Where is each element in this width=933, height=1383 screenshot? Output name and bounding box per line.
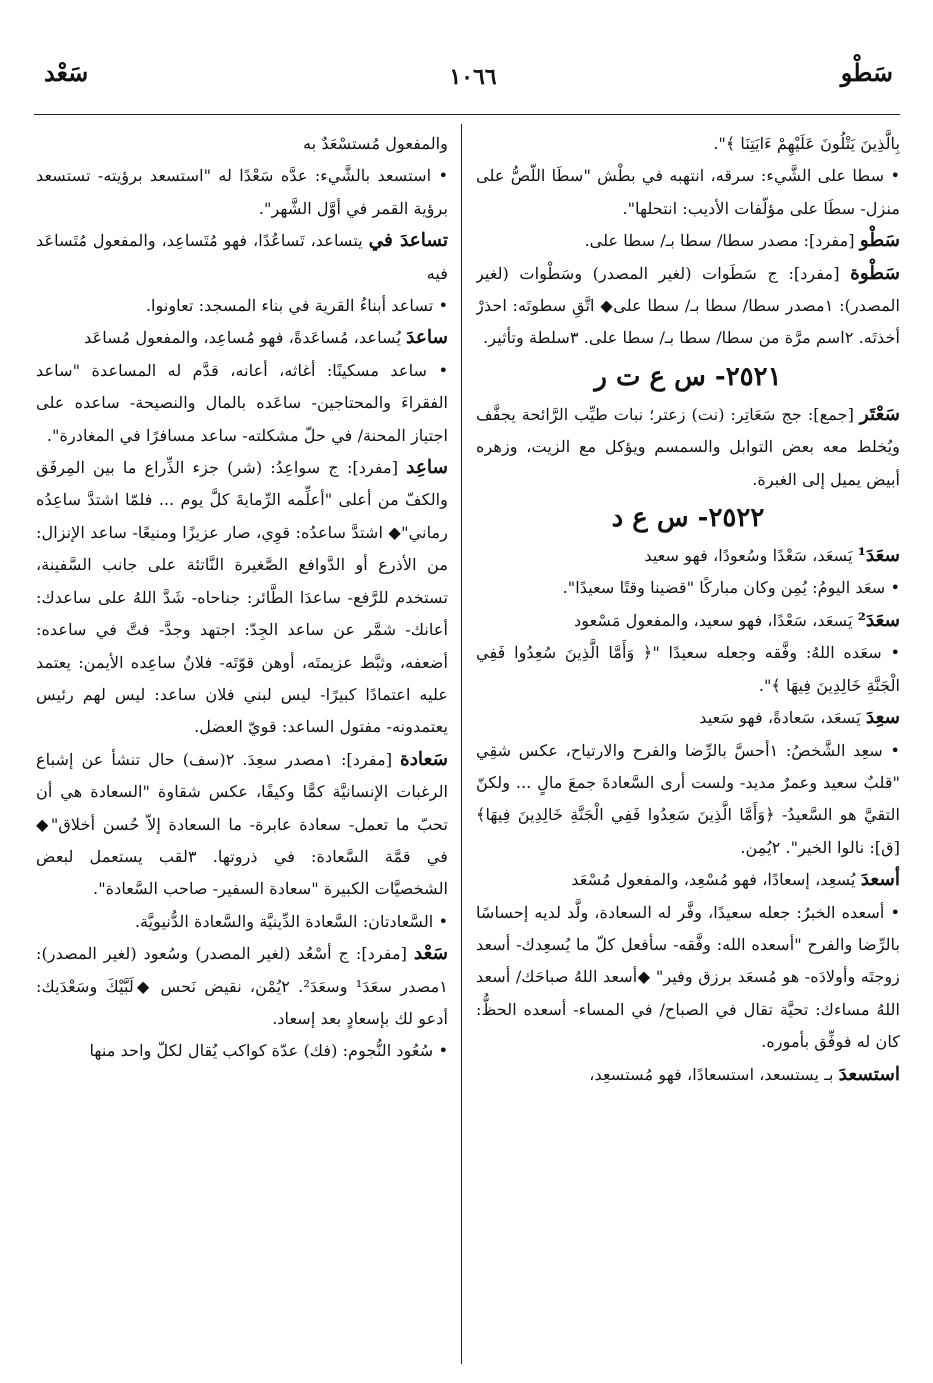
definition-line: • سعَد اليومُ: يُمِن وكان مباركًا "قضينا وقتًا سعيدًا". [562,578,900,598]
entry-headword: سعِدَ [865,707,900,729]
definition-line: • تساعد أبناءُ القرية في بناء المسجد: تعاونوا. [145,296,448,316]
entry-headword: سَعْد [413,943,448,965]
entry-definition: [مفرد]: ١مصدر سعِدَ. ٢(سف) حال تنشأ عن إشباع الرغبات الإنسانيَّة كمًّا وكيفًا، عكس شقاوة "السعادة هي أن تحبّ ما تعمل- سعادة عابرة- ما السعادة إلاّ حُسن أخلاق"◆ في قمَّة السَّعادة: في ذروتها. ٣لقب يستعمل لبعض الشخصيَّات الكبيرة "سعادة السفير- صاحب السَّعادة". [36,749,448,899]
entry-headword: أسعدَ [860,869,900,891]
entry-definition: يُساعد، مُساعَدةً، فهو مُساعِد، والمفعول مُساعَد [84,328,401,348]
definition-line: • سطا على الشَّيء: سرقه، انتهبه في بطْش "سطَا اللّصُّ على منزل- سطَا على مؤلّفات الأديب: انتحلها". [476,166,900,218]
entry-definition: يُسعِد، إسعادًا، فهو مُسْعِد، والمفعول مُسْعَد [571,870,856,890]
column-divider [461,124,462,1364]
entry-definition: [مفرد]: ج أسْعُد (لغير المصدر) وسُعود (لغير المصدر): ١مصدر سعَدَ¹ وسعَدَ². ٢يُمْن، نقيض نَحس ◆لَبَّيْكَ وسَعْدَيك: أدعو لك بإسعادٍ بعد إسعاد. [36,944,448,1028]
dictionary-entry [476,702,900,734]
running-head-left: سَعْد [44,58,89,87]
entry-definition: [مفرد]: مصدر سطا/ سطا بـ/ سطا على. [584,231,855,251]
dictionary-entry [36,322,448,354]
entry-headword: سَطْوة [850,262,900,284]
dictionary-entry [476,540,900,572]
root-heading: ٢٥٢١- س ع ت ر [594,361,782,392]
dictionary-entry [36,938,448,1035]
entry-headword: ساعدَ [406,327,448,349]
entry-headword: سَطْو [859,230,900,252]
entry-definition: [مفرد]: ج سواعِدُ: (شر) جزء الذِّراع ما بين المِرفَق والكفّ من أعلى "أعلِّمه الرِّمايةَ كلَّ يوم ... فلمّا اشتدَّ ساعِدُه رماني"◆ اشتدَّ ساعدُه: قوِي، صار عزيزًا ومنيعًا- ساعد الإنزال: من الأذرع أو الدَّوافع الصَّغيرة النَّاتئة على جانب السَّفينة، تستخدم للرَّفع- ساعدَا الطَّائر: جناحاه- شَدَّ اللهُ على ساعدك: أعانك- شمَّر عن ساعد الجِدّ: اجتهد وجدَّ- فتَّ في ساعده: أضعفه، وثبَّط عزيمتَه، أوهن قوّتَه- فلانٌ ساعِده الأيمن: يعتمد عليه اعتمادًا كبيرًا- ليس لبني فلان ساعد: ليس لهم رئيس يعتمدونه- مفتول الساعد: قويّ العضل. [36,458,448,737]
dictionary-entry [476,258,900,355]
root-heading: ٢٥٢٢- س ع د [611,503,765,534]
definition-line: • السَّعادتان: السَّعادة الدِّينيَّة والسَّعادة الدُّنيويَّة. [134,911,448,931]
definition-line: • سُعُود النُّجوم: (فك) عدّة كواكب يُقال لكلّ واحد منها [89,1041,448,1061]
entry-definition: يَسعَد، سَعْدًا وسُعودًا، فهو سعيد [644,546,853,566]
definition-line: • ساعد مسكينًا: أغاثه، أعانه، قدَّم له المساعدة "ساعد الفقراءَ والمحتاجين- ساعَده بالمال والنصيحة- ساعده على اجتياز المحنة/ في حلّ مشكلته- ساعد مسافرًا في المغادرة". [36,360,448,445]
entry-definition: يَسعَد، سَعْدًا، فهو سعيد، والمفعول مَسْعود [574,610,853,630]
entry-headword: سَعْتَر [859,403,900,425]
dictionary-entry [476,864,900,896]
entry-definition: يَسعَد، سَعادةً، فهو سَعيد [699,708,861,728]
definition-line: والمفعول مُستسْعَدٌ به [303,134,448,153]
dictionary-entry [476,399,900,496]
dictionary-entry [36,744,448,906]
page-number: ١٠٦٦ [449,64,497,90]
dictionary-entry [36,452,448,744]
dictionary-entry [476,225,900,257]
entry-headword: سَعادة [400,748,448,770]
definition-line: • استسعد بالشَّيء: عدَّه سَعْدًا له "استسعد برؤيته- تستسعد برؤية القمر في أوَّل الشَّهر". [36,166,448,218]
entry-headword: سعَدَ² [857,609,900,631]
entry-headword: ساعِد [406,457,448,479]
entry-definition: يتساعد، تَساعُدًا، فهو مُتَساعِد، والمفعول مُتَساعَد فيه [36,231,448,283]
dictionary-entry [476,605,900,637]
definition-line: • سعِد الشَّخصُ: ١أحسَّ بالرِّضا والفرح والارتياح، عكس شقِي "قلبٌ سعيد وعمرٌ مديد- ولست أرى السَّعادةَ جمعَ مالٍ ... ولكنّ التقيَّ هو السَّعيدُ- ﴿وَأَمَّا الَّذِينَ سَعِدُوا فَفِي الْجَنَّةِ خَالِدِينَ فِيهَا﴾ [ق]: نالوا الخير". ٢يُمِن. [476,740,900,857]
entry-definition: بـ يستسعد، استسعادًا، فهو مُستسعِد، [589,1064,834,1084]
definition-line: • سعَده اللهُ: وفَّقه وجعله سعيدًا "﴿ وَأَمَّا الَّذِينَ سُعِدُوا فَفِي الْجَنَّةِ خَالِدِينَ فِيهَا ﴾". [476,643,900,695]
entry-headword: تساعدَ في [368,230,448,252]
right-column [476,128,900,1373]
entry-definition: [مفرد]: ج سَطَوات (لغير المصدر) وسَطْوات (لغير المصدر): ١مصدر سطا/ سطا بـ/ سطا على◆ اتَّقِ سطوتَه: احذرْ أخذتَه. ٢اسم مرَّة من سطا/ سطا بـ/ سطا على. ٣سلطة وتأثير. [476,263,900,348]
entry-headword: سعَدَ¹ [857,545,900,567]
entry-definition: [جمع]: جج سَعَاتِر: (نت) زعتر؛ نبات طيِّب الرَّائحة يجفَّف ويُخلط معه بعض التوابل والسمسم ويؤكل مع الزيت، وزهره أبيض يميل إلى الغبرة. [476,404,900,489]
definition-line: بِالَّذِينَ يَتْلُونَ عَلَيْهِمْ ءَايَتِنَا ﴾". [713,134,900,153]
running-head-right: سَطْو [840,58,893,87]
entry-headword: استسعدَ [838,1063,900,1085]
header-rule [34,114,900,115]
left-column [36,128,448,1373]
dictionary-entry [476,1059,900,1091]
definition-line: • أسعده الخبرُ: جعله سعيدًا، وفَّر له السعادة، ولَّد لديه إحساسًا بالرِّضا والفرح "أسعده الله: وفَّقه- سأفعل كلّ ما يُسعِدك- أسعد زوجتَه وأولادَه- هو مُسعَد برزق وفير" ◆أسعد اللهُ صباحَك/ أسعد اللهُ مساءك: تحيَّة تقال في الصباح/ في المساء- أسعده الحظُّ: كان له فوفِّق بأموره. [476,902,900,1052]
dictionary-entry [36,225,448,290]
